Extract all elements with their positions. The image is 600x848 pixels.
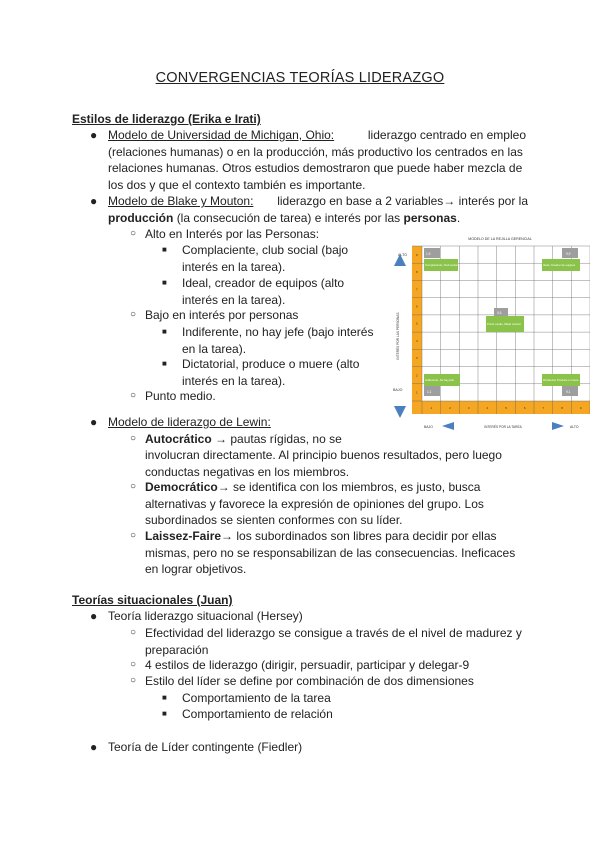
circle-bullet: ○: [130, 228, 137, 239]
blake-line1: liderazgo en base a 2 variables→ interés por la: [277, 194, 528, 208]
bullet-dot: ●: [90, 128, 98, 142]
blake-personas: personas: [403, 210, 457, 225]
grid-bottom-number: 1: [430, 406, 433, 410]
fiedler-item: Teoría de Líder contingente (Fiedler): [108, 740, 303, 754]
lewin-democratico: [145, 479, 529, 529]
square-bullet: ■: [162, 327, 167, 336]
bullet-dot: ●: [90, 194, 98, 208]
grid-bajo-left: BAJO: [393, 388, 403, 392]
grid-label-19: 1,9: [426, 252, 431, 256]
bullet-dot: ●: [90, 740, 98, 754]
section-heading-estilos: Estilos de liderazgo (Erika e Irati): [72, 112, 261, 126]
autocratico-line1: → pautas rígidas, no se: [215, 432, 342, 446]
blake-bajo: Bajo en interés por personas: [145, 308, 299, 322]
michigan-link[interactable]: Modelo de Universidad de Michigan, Ohio:: [108, 128, 335, 142]
grid-left-number: 9: [416, 252, 418, 257]
blake-period: .: [456, 210, 461, 225]
lewin-laissez: [145, 528, 529, 578]
ideal-text2: interés en la tarea).: [182, 292, 286, 307]
complaciente-text2: interés en la tarea).: [182, 259, 286, 274]
blake-link[interactable]: Modelo de Blake y Mouton:: [108, 194, 254, 208]
democratico-label: Democrático: [145, 480, 218, 494]
grid-bottom-number: 7: [542, 406, 545, 410]
circle-bullet: ○: [130, 659, 137, 670]
estilos-item: 4 estilos de liderazgo (dirigir, persuadir, participar y delegar-9: [145, 658, 470, 672]
grid-text-ideal: Ideal, Creador de equipos: [543, 263, 576, 267]
michigan-line1: liderazgo centrado en empleo: [367, 128, 526, 142]
grid-bottom-number: 4: [486, 406, 489, 410]
blake-produccion: producción: [108, 210, 174, 225]
grid-bottom-number: 2: [449, 406, 451, 410]
grid-left-number: 7: [416, 287, 418, 292]
complaciente-text: Complaciente, club social (bajo: [182, 243, 349, 257]
tarea-item: Comportamiento de la tarea: [182, 691, 331, 705]
autocratico-label: Autocrático: [145, 432, 212, 446]
circle-bullet: ○: [130, 309, 137, 320]
democratico-line1: → se identifica con los miembros, es justo, busca: [217, 480, 481, 494]
grid-bottom-number: 5: [505, 406, 507, 410]
bullet-dot: ●: [90, 609, 98, 623]
grid-left-number: 4: [416, 338, 418, 343]
bullet-dot: ●: [90, 415, 98, 429]
grid-left-number: 1: [416, 390, 418, 395]
blake-complaciente: [182, 242, 380, 275]
circle-bullet: ○: [130, 627, 137, 638]
democratico-line2: alternativas y favorece la expresión de opiniones del grupo. Los: [145, 496, 484, 511]
michigan-paragraph: [108, 127, 526, 193]
arrow-right-icon: [552, 422, 564, 430]
grid-label-99: 9,9: [566, 252, 571, 256]
circle-bullet: ○: [130, 481, 137, 492]
laissez-line1: → los subordinados son libres para decidir por ellas: [221, 529, 497, 543]
dictatorial-text: Dictatorial, produce o muere (alto: [182, 357, 360, 371]
blake-paragraph: [108, 193, 528, 226]
indiferente-text2: en la tarea).: [182, 341, 247, 356]
grid-bottom-number: 9: [579, 406, 582, 410]
grid-alto-left: ALTO: [398, 253, 408, 257]
grid-bottom-number: 6: [523, 406, 526, 410]
lewin-autocratico-cont: [145, 447, 529, 480]
arrow-down-icon: [394, 406, 406, 418]
arrow-left-icon: [442, 422, 454, 430]
indiferente-text: Indiferente, no hay jefe (bajo interés: [182, 325, 374, 339]
grid-text-complaciente: Complaciente, Club social: [425, 263, 458, 267]
managerial-grid-figure: [390, 236, 590, 436]
relacion-item: Comportamiento de relación: [182, 707, 333, 721]
square-bullet: ■: [162, 245, 167, 254]
blake-medio: Punto medio.: [145, 389, 216, 403]
grid-label-91: 9,1: [566, 390, 571, 394]
grid-y-axis-label: INTERÉS POR LAS PERSONAS: [396, 312, 400, 360]
grid-bajo-bottom: BAJO: [424, 425, 433, 429]
blake-indiferente: [182, 324, 382, 357]
grid-label-55: 5,5: [497, 311, 502, 315]
lewin-link[interactable]: Modelo de liderazgo de Lewin:: [108, 415, 271, 429]
blake-line2: (la consecución de tarea) e interés por las: [176, 210, 401, 225]
michigan-line3: relaciones humanas. Otros estudios demostraron que puede haber mezcla de: [108, 161, 523, 175]
laissez-line2: mismas, pero no se responsabilizan de las consecuencias. Ineficaces: [145, 545, 516, 560]
laissez-label: Laissez-Faire: [145, 529, 222, 543]
square-bullet: ■: [162, 359, 167, 368]
complaciente-line: [182, 242, 380, 259]
page-title: CONVERGENCIAS TEORÍAS LIDERAZGO: [155, 70, 445, 86]
blake-dictatorial: [182, 356, 382, 389]
grid-left-number: 2: [416, 373, 418, 378]
circle-bullet: ○: [130, 675, 137, 686]
blake-alto: Alto en Interés por las Personas:: [145, 227, 320, 241]
lewin-autocratico: [145, 431, 381, 448]
efectividad-line2: preparación: [145, 642, 209, 657]
autocratico-line2: involucran directamente. Al principio buenos resultados, pero luego: [145, 448, 502, 462]
grid-label-11: 1,1: [427, 390, 432, 394]
blake-ideal: [182, 275, 380, 308]
autocratico-line3: conductas negativas en los miembros.: [145, 464, 350, 479]
circle-bullet: ○: [130, 390, 137, 401]
circle-bullet: ○: [130, 433, 137, 444]
laissez-line3: en lograr objetivos.: [145, 562, 247, 576]
square-bullet: ■: [162, 709, 167, 718]
efectividad-item: [145, 625, 535, 658]
grid-text-indiferente: Indiferente, No hay jefe: [425, 378, 454, 382]
dictatorial-text2: interés en la tarea).: [182, 373, 286, 388]
grid-left-number: 3: [416, 356, 418, 361]
grid-left-number: 6: [416, 304, 418, 309]
efectividad-line1: Efectividad del liderazgo se consigue a través de el nivel de madurez y: [145, 626, 522, 640]
circle-bullet: ○: [130, 530, 137, 541]
grid-alto-bottom: ALTO: [570, 425, 579, 429]
grid-text-medio: Punto medio, Mitad camino: [487, 322, 521, 326]
hersey-item: Teoría liderazgo situacional (Hersey): [108, 609, 303, 623]
democratico-line3: subordinados se sienten conformes con su líder.: [145, 513, 403, 527]
grid-bottom-number: 3: [467, 406, 470, 410]
grid-text-dictatorial: Dictatorial, Produce o muere: [543, 378, 579, 382]
ideal-text: Ideal, creador de equipos (alto: [182, 276, 345, 290]
grid-left-number: 5: [416, 321, 418, 326]
section-heading-situacionales: Teorías situacionales (Juan): [72, 593, 233, 607]
michigan-line2: (relaciones humanas) o en la producción, más productivo los centrados en las: [108, 144, 523, 159]
square-bullet: ■: [162, 693, 167, 702]
grid-bottom-number: 8: [561, 406, 563, 410]
grid-left-number: 8: [416, 270, 418, 275]
estilo-lider-item: Estilo del líder se define por combinación de dos dimensiones: [145, 674, 474, 688]
grid-x-axis-label: INTERÉS POR LA TAREA: [484, 425, 522, 429]
michigan-line4: los dos y que el contexto también es importante.: [108, 177, 366, 192]
grid-title: MODELO DE LA REJILLA GERENCIAL: [468, 237, 532, 241]
square-bullet: ■: [162, 278, 167, 287]
